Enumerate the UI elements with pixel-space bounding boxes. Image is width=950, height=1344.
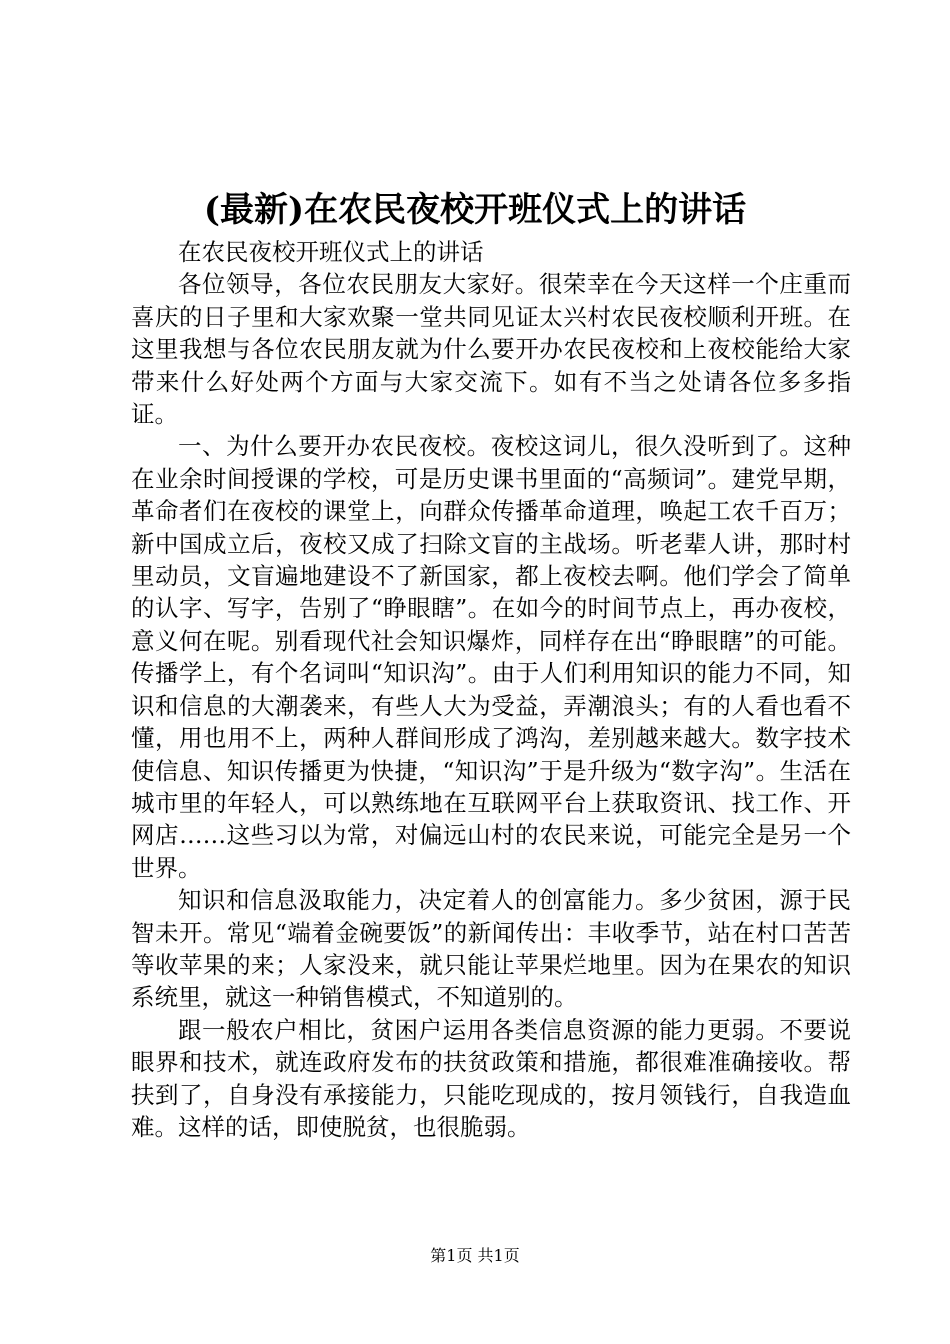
document-title: (最新)在农民夜校开班仪式上的讲话	[203, 190, 747, 230]
body-paragraph: 跟一般农户相比，贫困户运用各类信息资源的能力更弱。不要说眼界和技术，就连政府发布的扶贫政策和措施，都很难准确接收。帮扶到了，自身没有承接能力，只能吃现成的，按月领钱行，自我造血难。这样的话，即使脱贫，也很脆弱。	[131, 1015, 851, 1141]
body-paragraph: 知识和信息汲取能力，决定着人的创富能力。多少贫困，源于民智未开。常见“端着金碗要饭”的新闻传出：丰收季节，站在村口苦苦等收苹果的来；人家没来，就只能让苹果烂地里。因为在果农的知识系统里，就这一种销售模式，不知道别的。	[131, 886, 851, 1012]
subtitle-paragraph: 在农民夜校开班仪式上的讲话	[178, 238, 484, 266]
page-number-footer: 第1页 共1页	[430, 1246, 520, 1265]
body-paragraph: 各位领导，各位农民朋友大家好。很荣幸在今天这样一个庄重而喜庆的日子里和大家欢聚一堂共同见证太兴村农民夜校顺利开班。在这里我想与各位农民朋友就为什么要开办农民夜校和上夜校能给大家带来什么好处两个方面与大家交流下。如有不当之处请各位多多指证。	[131, 270, 851, 429]
document-body	[131, 236, 851, 1143]
body-paragraph: 一、为什么要开办农民夜校。夜校这词儿，很久没听到了。这种在业余时间授课的学校，可是历史课书里面的“高频词”。建党早期，革命者们在夜校的课堂上，向群众传播革命道理，唤起工农千百万；新中国成立后，夜校又成了扫除文盲的主战场。听老辈人讲，那时村里动员，文盲遍地建设不了新国家，都上夜校去啊。他们学会了简单的认字、写字，告别了“睁眼瞎”。在如今的时间节点上，再办夜校，意义何在呢。别看现代社会知识爆炸，同样存在出“睁眼瞎”的可能。传播学上，有个名词叫“知识沟”。由于人们利用知识的能力不同，知识和信息的大潮袭来，有些人大为受益，弄潮浪头；有的人看也看不懂，用也用不上，两种人群间形成了鸿沟，差别越来越大。数字技术使信息、知识传播更为快捷，“知识沟”于是升级为“数字沟”。生活在城市里的年轻人，可以熟练地在互联网平台上获取资讯、找工作、开网店……这些习以为常，对偏远山村的农民来说，可能完全是另一个世界。	[131, 432, 851, 882]
